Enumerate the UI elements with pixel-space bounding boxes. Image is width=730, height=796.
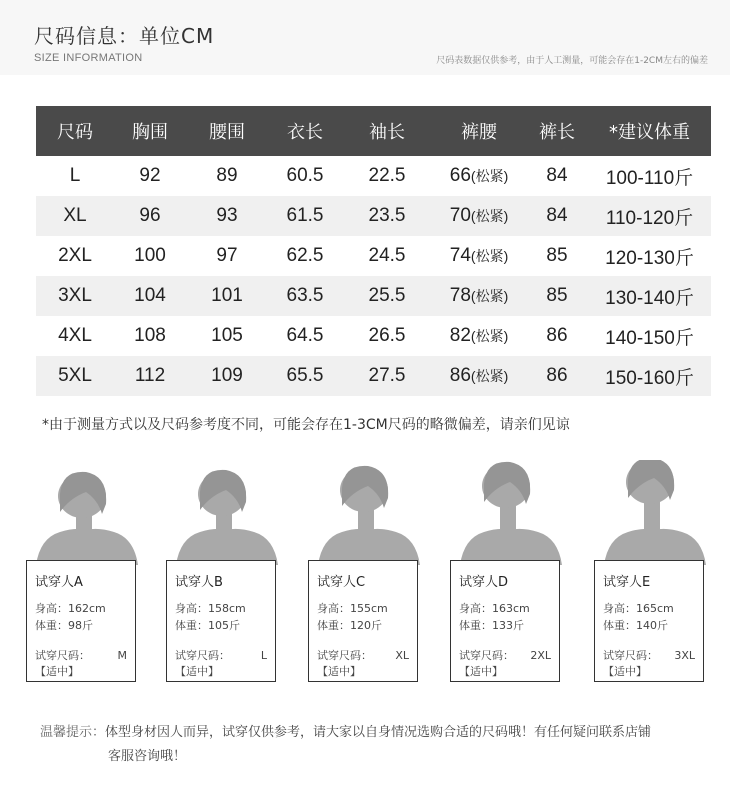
table-row xyxy=(36,316,711,356)
cell-value: 24.5 xyxy=(368,245,406,266)
cell-value: 64.5 xyxy=(286,325,324,346)
column-header: 胸围 xyxy=(132,122,168,143)
cell-note: (松紧) xyxy=(470,168,509,184)
model-name: 试穿人B xyxy=(175,575,223,590)
table-cell xyxy=(432,285,526,307)
cell-value: 109 xyxy=(211,365,243,386)
table-cell xyxy=(186,365,268,387)
table-cell xyxy=(114,325,186,347)
table-cell xyxy=(432,365,526,387)
model-name: 试穿人C xyxy=(317,575,366,590)
table-cell xyxy=(342,285,432,307)
model-weight: 体重：140斤 xyxy=(603,619,668,632)
model-height: 身高：162cm xyxy=(35,602,106,615)
model-size: M xyxy=(117,649,127,662)
model-fit: 【适中】 xyxy=(35,665,79,678)
model-size: 2XL xyxy=(530,649,551,662)
table-cell xyxy=(268,165,342,187)
table-cell xyxy=(342,325,432,347)
warm-tip-line1: 体型身材因人而异，试穿仅供参考，请大家以自身情况选购合适的尺码哦！有任何疑问联系店铺 xyxy=(105,725,652,740)
person-silhouette-icon xyxy=(450,460,570,565)
cell-value: 130-140斤 xyxy=(605,287,694,309)
model-size: 3XL xyxy=(674,649,695,662)
column-header: 裤腰 xyxy=(461,122,497,143)
model-fit: 【适中】 xyxy=(459,665,503,678)
cell-value: 110-120斤 xyxy=(605,207,694,229)
cell-value: 22.5 xyxy=(368,165,406,186)
model-size-line xyxy=(35,648,135,664)
table-cell xyxy=(526,285,588,307)
table-cell xyxy=(268,325,342,347)
person-silhouette-icon xyxy=(594,460,714,565)
column-header: 袖长 xyxy=(369,122,405,143)
model-card-wrapper xyxy=(26,460,146,695)
cell-value: 120-130斤 xyxy=(605,247,694,269)
model-card xyxy=(166,560,276,682)
cell-value: 66 xyxy=(449,165,471,186)
cell-value: 25.5 xyxy=(368,285,406,306)
table-cell xyxy=(268,245,342,267)
table-cell xyxy=(114,285,186,307)
table-cell xyxy=(588,203,711,230)
table-cell xyxy=(268,285,342,307)
model-size-line xyxy=(175,648,275,664)
model-card xyxy=(450,560,560,682)
table-cell xyxy=(186,325,268,347)
cell-value: 63.5 xyxy=(286,285,324,306)
table-cell xyxy=(526,325,588,347)
person-silhouette-icon xyxy=(308,460,428,565)
warm-tip xyxy=(40,721,700,745)
cell-value: 2XL xyxy=(58,245,92,266)
warm-tip-label: 温馨提示： xyxy=(40,725,106,740)
table-header-row xyxy=(36,106,711,156)
cell-value: 105 xyxy=(211,325,243,346)
cell-value: 70 xyxy=(449,205,471,226)
cell-value: 78 xyxy=(449,285,471,306)
table-cell xyxy=(432,205,526,227)
cell-value: 5XL xyxy=(58,365,92,386)
cell-value: 108 xyxy=(134,325,166,346)
column-header: 尺码 xyxy=(57,122,93,143)
table-cell xyxy=(588,323,711,350)
table-row xyxy=(36,196,711,236)
cell-value: 100 xyxy=(134,245,166,266)
cell-value: 86 xyxy=(546,325,568,346)
column-header: *建议体重 xyxy=(609,122,690,143)
model-weight: 体重：105斤 xyxy=(175,619,240,632)
cell-value: 62.5 xyxy=(286,245,324,266)
cell-value: 65.5 xyxy=(286,365,324,386)
table-cell xyxy=(342,245,432,267)
table-cell xyxy=(186,285,268,307)
model-card-wrapper xyxy=(166,460,286,695)
person-silhouette-icon xyxy=(26,460,146,565)
model-height: 身高：155cm xyxy=(317,602,388,615)
model-fit: 【适中】 xyxy=(317,665,361,678)
cell-value: 140-150斤 xyxy=(605,327,694,349)
model-card-wrapper xyxy=(450,460,570,695)
model-height: 身高：163cm xyxy=(459,602,530,615)
column-header: 腰围 xyxy=(209,122,245,143)
table-cell xyxy=(588,283,711,310)
table-cell xyxy=(114,245,186,267)
model-card-wrapper xyxy=(594,460,714,695)
table-cell xyxy=(588,163,711,190)
page-title: 尺码信息：单位CM xyxy=(34,24,215,48)
table-cell xyxy=(186,245,268,267)
cell-value: 86 xyxy=(449,365,471,386)
cell-value: 84 xyxy=(546,205,568,226)
model-weight: 体重：120斤 xyxy=(317,619,382,632)
model-weight: 体重：98斤 xyxy=(35,619,93,632)
column-header: 裤长 xyxy=(539,122,575,143)
model-card xyxy=(26,560,136,682)
model-fit: 【适中】 xyxy=(175,665,219,678)
cell-value: 26.5 xyxy=(368,325,406,346)
size-table xyxy=(36,106,711,396)
cell-value: 60.5 xyxy=(286,165,324,186)
table-cell xyxy=(114,165,186,187)
table-cell xyxy=(114,205,186,227)
table-cell xyxy=(186,165,268,187)
table-cell xyxy=(186,205,268,227)
model-card-wrapper xyxy=(308,460,428,695)
table-body xyxy=(36,156,711,396)
table-cell xyxy=(342,205,432,227)
cell-value: 89 xyxy=(216,165,238,186)
cell-value: 104 xyxy=(134,285,166,306)
table-row xyxy=(36,276,711,316)
cell-value: 84 xyxy=(546,165,568,186)
page-subtitle: SIZE INFORMATION xyxy=(34,52,143,64)
cell-value: L xyxy=(69,165,81,186)
person-silhouette-icon xyxy=(166,460,286,565)
cell-value: 3XL xyxy=(58,285,92,306)
table-cell xyxy=(526,165,588,187)
cell-value: XL xyxy=(63,205,87,226)
model-fit: 【适中】 xyxy=(603,665,647,678)
model-size-line xyxy=(317,648,417,664)
table-cell xyxy=(588,363,711,390)
model-size-label: 试穿尺码： xyxy=(459,649,514,662)
table-cell xyxy=(526,365,588,387)
model-size-line xyxy=(459,648,559,664)
column-header: 衣长 xyxy=(287,122,323,143)
model-card xyxy=(308,560,418,682)
cell-value: 74 xyxy=(449,245,471,266)
model-weight: 体重：133斤 xyxy=(459,619,524,632)
cell-note: (松紧) xyxy=(470,288,509,304)
cell-value: 101 xyxy=(211,285,243,306)
table-cell xyxy=(268,205,342,227)
cell-value: 27.5 xyxy=(368,365,406,386)
table-cell xyxy=(36,285,114,307)
table-cell xyxy=(342,365,432,387)
model-name: 试穿人D xyxy=(459,575,509,590)
table-cell xyxy=(432,245,526,267)
disclaimer-text: *由于测量方式以及尺码参考度不同，可能会存在1-3CM尺码的略微偏差，请亲们见谅 xyxy=(42,417,570,433)
cell-value: 112 xyxy=(134,365,166,386)
model-size-line xyxy=(603,648,703,664)
cell-value: 85 xyxy=(546,245,568,266)
cell-note: (松紧) xyxy=(470,368,509,384)
cell-value: 85 xyxy=(546,285,568,306)
cell-value: 96 xyxy=(139,205,161,226)
table-row xyxy=(36,236,711,276)
table-cell xyxy=(526,245,588,267)
model-height: 身高：158cm xyxy=(175,602,246,615)
measurement-note: 尺码表数据仅供参考，由于人工测量，可能会存在1-2CM左右的偏差 xyxy=(436,56,708,66)
cell-value: 23.5 xyxy=(368,205,406,226)
model-card xyxy=(594,560,704,682)
cell-note: (松紧) xyxy=(470,328,509,344)
table-cell xyxy=(36,165,114,187)
model-size-label: 试穿尺码： xyxy=(35,649,90,662)
model-size-label: 试穿尺码： xyxy=(603,649,658,662)
table-cell xyxy=(36,325,114,347)
cell-value: 97 xyxy=(216,245,238,266)
model-size: L xyxy=(260,649,267,662)
table-cell xyxy=(36,245,114,267)
cell-value: 61.5 xyxy=(286,205,324,226)
table-cell xyxy=(36,205,114,227)
cell-value: 82 xyxy=(449,325,471,346)
cell-value: 86 xyxy=(546,365,568,386)
cell-value: 92 xyxy=(139,165,161,186)
table-cell xyxy=(342,165,432,187)
table-cell xyxy=(432,325,526,347)
cell-note: (松紧) xyxy=(470,248,509,264)
model-size-label: 试穿尺码： xyxy=(175,649,230,662)
table-cell xyxy=(526,205,588,227)
cell-value: 150-160斤 xyxy=(605,367,694,389)
cell-value: 4XL xyxy=(58,325,92,346)
model-name: 试穿人A xyxy=(35,575,83,590)
table-cell xyxy=(588,243,711,270)
table-cell xyxy=(432,165,526,187)
model-name: 试穿人E xyxy=(603,575,651,590)
cell-note: (松紧) xyxy=(470,208,509,224)
table-cell xyxy=(36,365,114,387)
model-size-label: 试穿尺码： xyxy=(317,649,372,662)
table-cell xyxy=(268,365,342,387)
model-height: 身高：165cm xyxy=(603,602,674,615)
table-row xyxy=(36,156,711,196)
warm-tip-line2: 客服咨询哦！ xyxy=(108,749,187,764)
table-row xyxy=(36,356,711,396)
table-cell xyxy=(114,365,186,387)
cell-value: 93 xyxy=(216,205,238,226)
cell-value: 100-110斤 xyxy=(605,167,694,189)
model-size: XL xyxy=(395,649,409,662)
